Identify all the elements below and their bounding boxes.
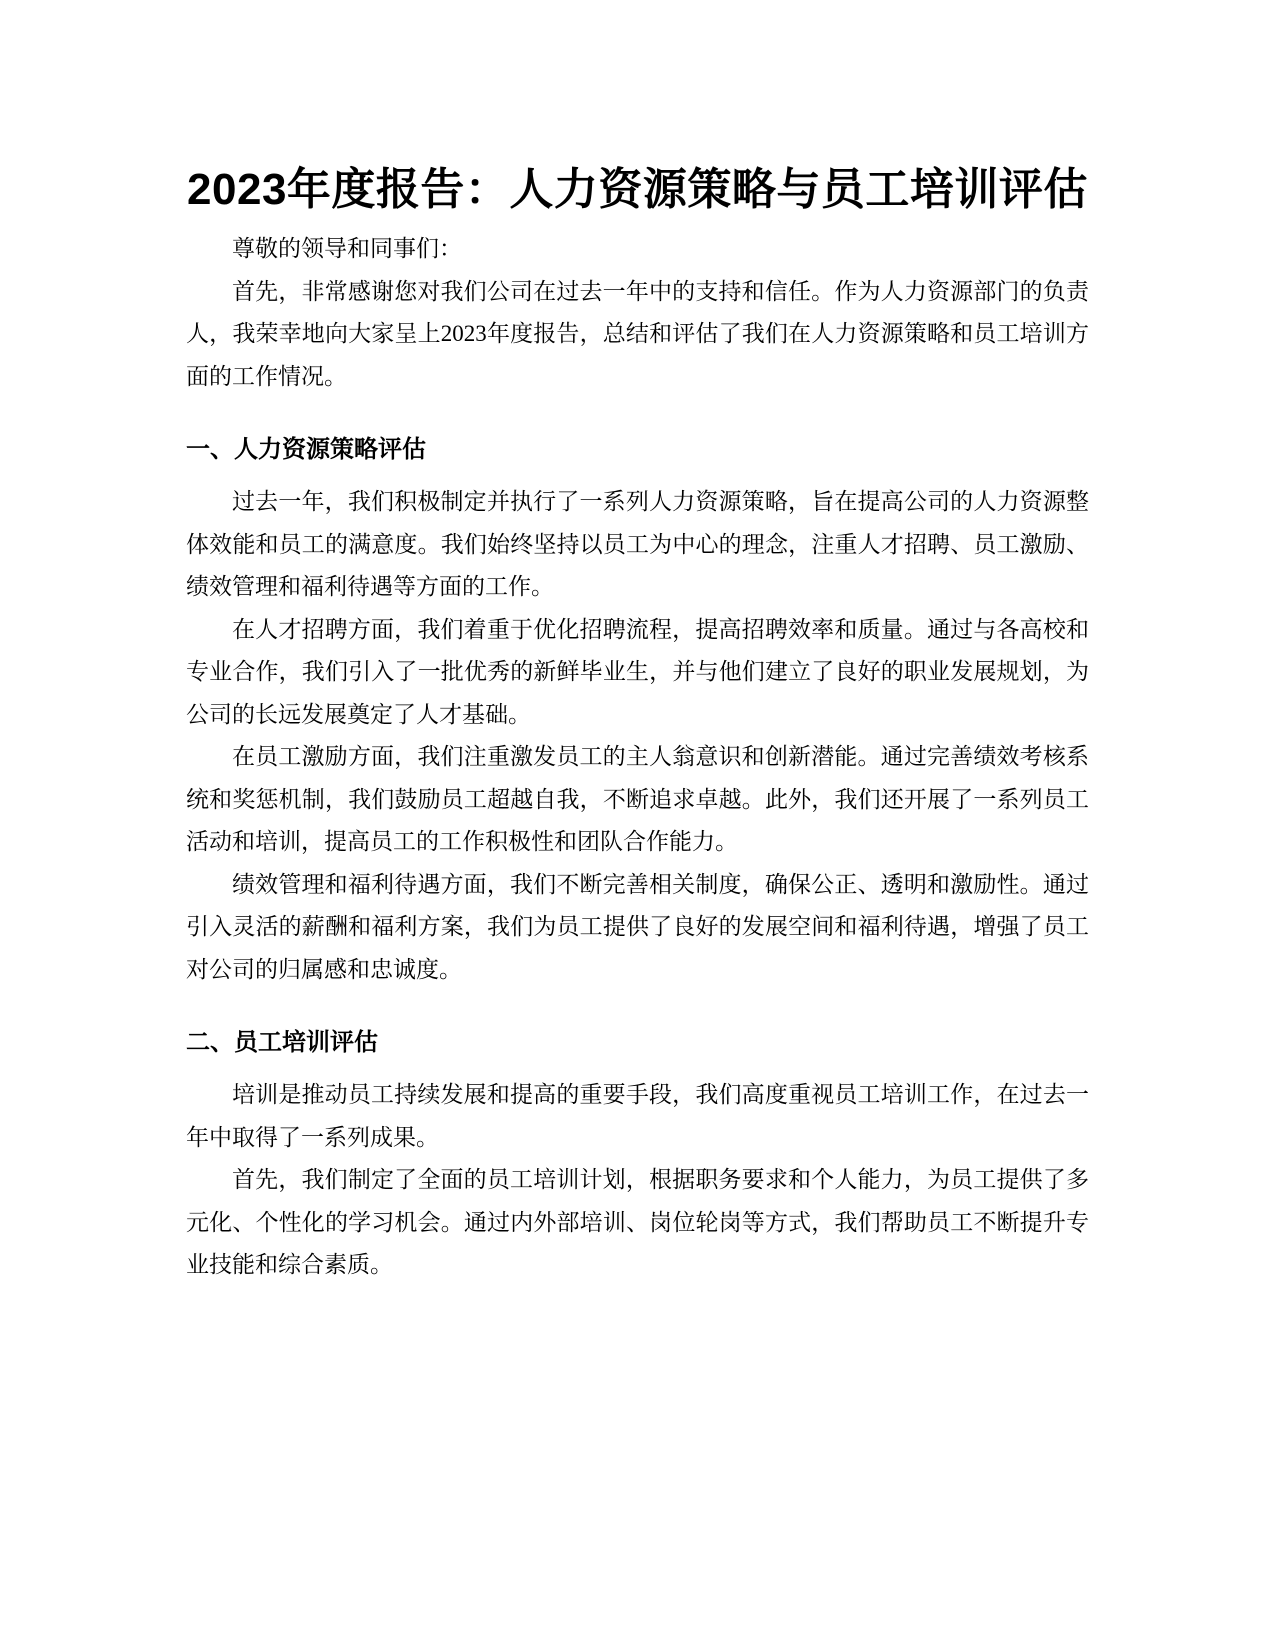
paragraph: 培训是推动员工持续发展和提高的重要手段，我们高度重视员工培训工作，在过去一年中取得了一系列成果。 — [186, 1082, 1089, 1150]
intro-paragraph: 首先，非常感谢您对我们公司在过去一年中的支持和信任。作为人力资源部门的负责人，我荣幸地向大家呈上2023年度报告，总结和评估了我们在人力资源策略和员工培训方面的工作情况。 — [186, 278, 1089, 389]
paragraph: 在人才招聘方面，我们着重于优化招聘流程，提高招聘效率和质量。通过与各高校和专业合作，我们引入了一批优秀的新鲜毕业生，并与他们建立了良好的职业发展规划，为公司的长远发展奠定了人才基础。 — [186, 616, 1089, 727]
page-title: 2023年度报告：人力资源策略与员工培训评估 — [187, 165, 1088, 214]
greeting: 尊敬的领导和同事们： — [232, 236, 462, 261]
paragraph: 首先，我们制定了全面的员工培训计划，根据职务要求和个人能力，为员工提供了多元化、个性化的学习机会。通过内外部培训、岗位轮岗等方式，我们帮助员工不断提升专业技能和综合素质。 — [186, 1167, 1089, 1277]
paragraph: 绩效管理和福利待遇方面，我们不断完善相关制度，确保公正、透明和激励性。通过引入灵活的薪酬和福利方案，我们为员工提供了良好的发展空间和福利待遇，增强了员工对公司的归属感和忠诚度。 — [186, 871, 1089, 982]
document-body — [186, 152, 1089, 1287]
section-heading-training: 二、员工培训评估 — [186, 1029, 378, 1056]
paragraph: 过去一年，我们积极制定并执行了一系列人力资源策略，旨在提高公司的人力资源整体效能和员工的满意度。我们始终坚持以员工为中心的理念，注重人才招聘、员工激励、绩效管理和福利待遇等方面的工作。 — [186, 489, 1089, 599]
paragraph: 在员工激励方面，我们注重激发员工的主人翁意识和创新潜能。通过完善绩效考核系统和奖惩机制，我们鼓励员工超越自我，不断追求卓越。此外，我们还开展了一系列员工活动和培训，提高员工的工作积极性和团队合作能力。 — [186, 744, 1089, 854]
section-heading-hr-strategy: 一、人力资源策略评估 — [186, 436, 426, 463]
